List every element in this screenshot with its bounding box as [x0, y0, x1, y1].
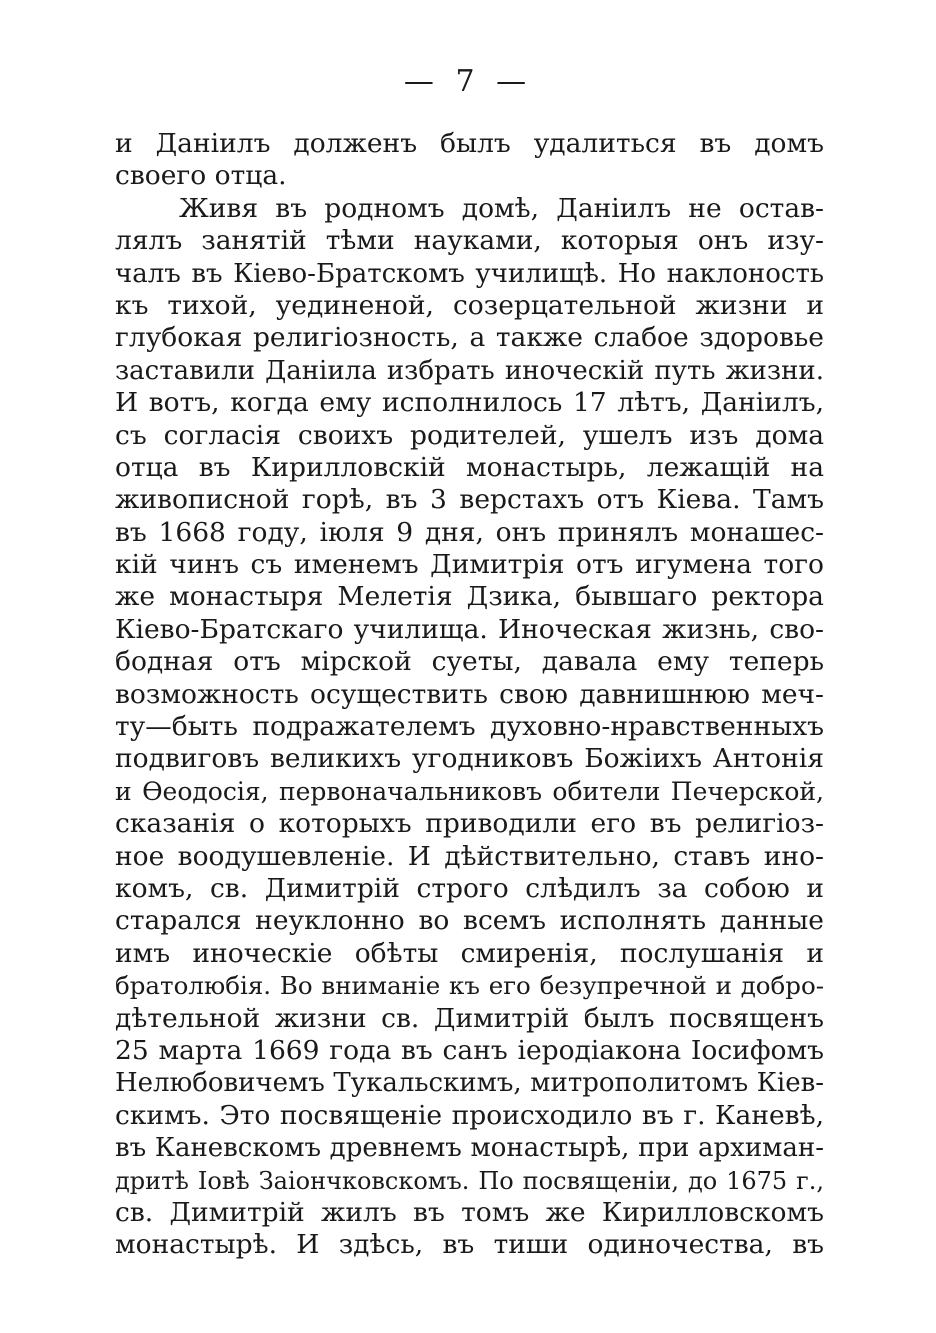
- text-line: и Даніилъ долженъ былъ удалиться въ домъ: [115, 128, 824, 159]
- text-line: въ Каневскомъ древнемъ монастырѣ, при архиман-: [115, 1133, 824, 1164]
- text-line: и Ѳеодосія, первоначальниковъ обители Печерской,: [115, 776, 824, 806]
- text-line: 25 марта 1669 года въ санъ іеродіакона Іосифомъ: [115, 1034, 824, 1066]
- text-line: съ согласія своихъ родителей, ушелъ изъ дома: [115, 419, 824, 451]
- page-number: — 7 —: [403, 64, 533, 99]
- text-line: въ 1668 году, іюля 9 дня, онъ принялъ монашес-: [115, 516, 824, 548]
- text-line: ное воодушевленіе. И дѣйствительно, ставъ ино-: [115, 840, 824, 872]
- text-line: комъ, св. Димитрій строго слѣдилъ за собою и: [115, 872, 824, 904]
- text-line: возможность осуществить свою давнишнюю меч-: [115, 678, 824, 710]
- text-line: Нелюбовичемъ Тукальскимъ, митрополитомъ Кіев-: [115, 1068, 824, 1099]
- text-line: ту—быть подражателемъ духовно-нравственныхъ: [115, 711, 824, 743]
- text-line: къ тихой, уединеной, созерцательной жизни и: [115, 289, 824, 321]
- text-line: бодная отъ мірской суеты, давала ему теперь: [115, 646, 824, 678]
- text-line: св. Димитрій жилъ въ томъ же Кирилловскомъ: [115, 1196, 824, 1228]
- text-line: скимъ. Это посвященіе происходило въ г. Каневѣ,: [115, 1099, 824, 1131]
- text-line: старался неуклонно во всемъ исполнять данные: [115, 905, 824, 937]
- text-line: живописной горѣ, въ 3 верстахъ отъ Кіева. Тамъ: [115, 484, 824, 516]
- text-body: [115, 128, 824, 1262]
- text-line: Живя въ родномъ домѣ, Даніилъ не остав-: [179, 192, 824, 224]
- text-line: братолюбія. Во вниманіе къ его безупречной и добро-: [115, 971, 824, 1001]
- text-line: отца въ Кирилловскій монастырь, лежащій на: [115, 451, 824, 483]
- text-line: сказанія о которыхъ приводили его въ религіоз-: [115, 808, 824, 840]
- text-line: дритѣ Іовѣ Заіончковскомъ. По посвященіи, до 1675 г.,: [115, 1166, 824, 1195]
- text-line: чалъ въ Кіево-Братскомъ училищѣ. Но наклоность: [115, 258, 824, 289]
- text-line: монастырѣ. И здѣсь, въ тиши одиночества, въ: [115, 1229, 824, 1261]
- text-line: своего отца.: [115, 160, 287, 192]
- text-line: же монастыря Мелетія Дзика, бывшаго ректора: [115, 581, 824, 613]
- text-line: лялъ занятій тѣми науками, которыя онъ изу-: [115, 225, 824, 257]
- text-line: кій чинъ съ именемъ Димитрія отъ игумена того: [115, 549, 824, 581]
- text-line: подвиговъ великихъ угодниковъ Божіихъ Антонія: [115, 743, 824, 775]
- text-line: дѣтельной жизни св. Димитрій былъ посвященъ: [115, 1002, 824, 1034]
- text-line: заставили Даніила избрать иноческій путь жизни.: [115, 355, 824, 386]
- text-line: И вотъ, когда ему исполнилось 17 лѣтъ, Даніилъ,: [115, 387, 824, 419]
- text-line: глубокая религіозность, а также слабое здоровье: [115, 322, 824, 354]
- text-line: Кіево-Братскаго училища. Иноческая жизнь, сво-: [115, 613, 824, 645]
- text-line: имъ иноческіе обѣты смиренія, послушанія и: [115, 937, 824, 969]
